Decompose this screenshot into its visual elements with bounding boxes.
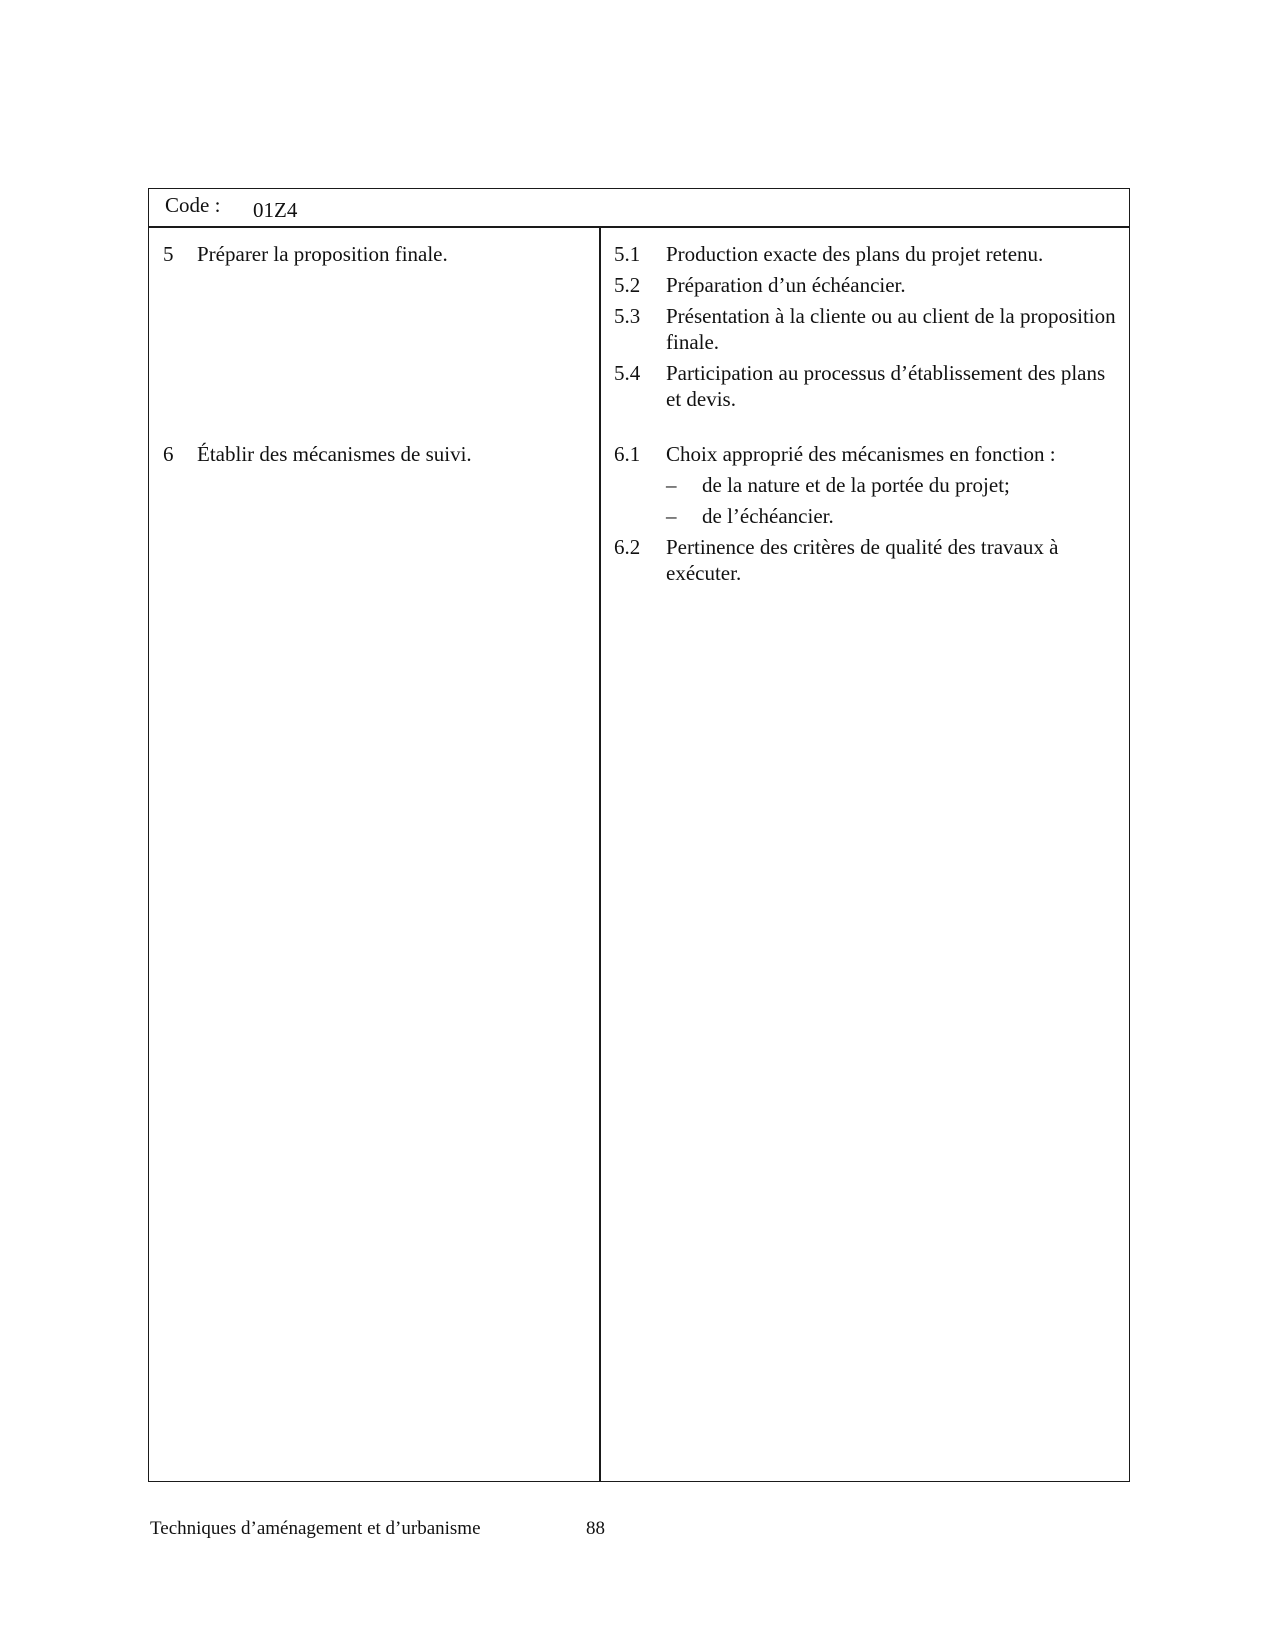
criterion-6-1-subitem [614, 503, 1124, 529]
step-text: Préparer la proposition finale. [197, 242, 448, 266]
code-row [149, 189, 1129, 228]
criterion-6-2 [614, 534, 1124, 586]
criterion-number: 6.2 [614, 535, 641, 559]
criterion-5-2 [614, 272, 1124, 298]
code-value: 01Z4 [253, 198, 298, 222]
code-label: Code : [165, 193, 221, 217]
criterion-text: Choix approprié des mécanismes en fonction : [666, 442, 1056, 466]
subitem-text: de l’échéancier. [702, 504, 834, 528]
page-number: 88 [586, 1518, 605, 1539]
criterion-number: 5.4 [614, 361, 641, 385]
criterion-text: Participation au processus d’établissement des plans et devis. [666, 361, 1106, 411]
criterion-5-1 [614, 241, 1124, 267]
dash-bullet: – [666, 473, 677, 497]
criterion-5-4 [614, 360, 1124, 412]
step-number: 5 [163, 242, 174, 266]
criterion-number: 5.2 [614, 273, 641, 297]
criterion-6-1-subitem [614, 472, 1124, 498]
criterion-number: 5.1 [614, 242, 641, 266]
criterion-text: Présentation à la cliente ou au client de la proposition finale. [666, 304, 1116, 354]
criterion-text: Pertinence des critères de qualité des travaux à exécuter. [666, 535, 1059, 585]
criterion-text: Production exacte des plans du projet retenu. [666, 242, 1044, 266]
criterion-5-3 [614, 303, 1124, 355]
criteria-list-5 [614, 241, 1124, 417]
subitem-text: de la nature et de la portée du projet; [702, 473, 1010, 497]
criterion-number: 5.3 [614, 304, 641, 328]
criterion-number: 6.1 [614, 442, 641, 466]
step-text: Établir des mécanismes de suivi. [197, 442, 472, 466]
footer-title: Techniques d’aménagement et d’urbanisme [150, 1518, 481, 1539]
step-number: 6 [163, 442, 174, 466]
dash-bullet: – [666, 504, 677, 528]
column-divider [599, 227, 601, 1481]
criterion-6-1 [614, 441, 1124, 467]
competency-table [148, 188, 1130, 1482]
criterion-text: Préparation d’un échéancier. [666, 273, 906, 297]
criteria-list-6 [614, 441, 1124, 591]
